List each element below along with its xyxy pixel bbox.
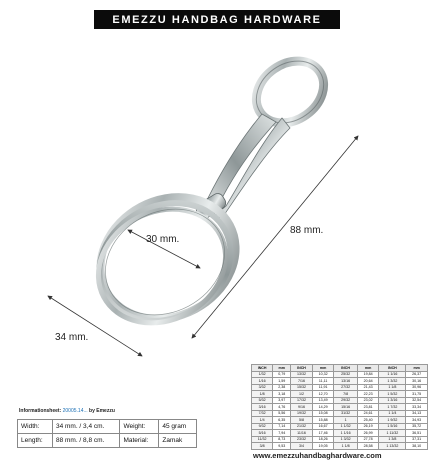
conversion-cell: 17/32: [291, 397, 313, 404]
conversion-header-cell: INCH: [252, 365, 273, 372]
conversion-cell: 3,97: [273, 397, 291, 404]
spec-value: 34 mm. / 3,4 cm.: [52, 420, 120, 434]
conversion-cell: 26,37: [406, 371, 428, 378]
conversion-cell: 1/8: [252, 391, 273, 398]
infosheet-code[interactable]: 20005.14...: [62, 408, 88, 414]
conversion-cell: 15,08: [312, 410, 334, 417]
conversion-cell: 35,72: [406, 423, 428, 430]
conversion-cell: 1 3/32: [379, 378, 406, 385]
conversion-cell: 8,73: [273, 436, 291, 443]
conversion-cell: 1 1/16: [379, 371, 406, 378]
conversion-cell: 15/16: [334, 404, 357, 411]
ring-diameter-label: 30 mm.: [146, 234, 180, 245]
snap-hook-illustration: [0, 30, 433, 360]
conversion-cell: 16,67: [312, 423, 334, 430]
conversion-cell: 15,88: [312, 417, 334, 424]
conversion-cell: 1 1/32: [334, 423, 357, 430]
conversion-cell: 1 5/32: [379, 391, 406, 398]
conversion-cell: 19/32: [291, 410, 313, 417]
conversion-cell: 37,31: [406, 436, 428, 443]
conversion-cell: 34,13: [406, 410, 428, 417]
conversion-cell: 9,53: [273, 443, 291, 450]
conversion-header-cell: INCH: [291, 365, 313, 372]
conversion-cell: 12,70: [312, 391, 334, 398]
conversion-cell: 1 3/16: [379, 397, 406, 404]
spec-label: Length:: [18, 434, 53, 448]
conversion-cell: 23,81: [357, 404, 379, 411]
conversion-cell: 34,93: [406, 417, 428, 424]
conversion-cell: 23/32: [291, 436, 313, 443]
conversion-cell: 7/8: [334, 391, 357, 398]
conversion-cell: 30,16: [406, 378, 428, 385]
conversion-cell: 33,34: [406, 404, 428, 411]
conversion-cell: 1 1/4: [379, 410, 406, 417]
conversion-cell: 1/2: [291, 391, 313, 398]
conversion-cell: 13/32: [291, 371, 313, 378]
conversion-cell: 9/16: [291, 404, 313, 411]
conversion-cell: 1/16: [252, 378, 273, 385]
conversion-cell: 7,94: [273, 430, 291, 437]
conversion-cell: 2,38: [273, 384, 291, 391]
conversion-cell: 1 1/8: [334, 443, 357, 450]
conversion-cell: 1 7/32: [379, 404, 406, 411]
spec-value: 88 mm. / 8,8 cm.: [52, 434, 120, 448]
conversion-cell: 1,59: [273, 378, 291, 385]
conversion-cell: 23,02: [357, 397, 379, 404]
infosheet-caption: [19, 408, 115, 414]
conversion-cell: 19,84: [357, 371, 379, 378]
conversion-cell: 25/32: [334, 371, 357, 378]
conversion-cell: 21,43: [357, 384, 379, 391]
conversion-header-cell: mm: [312, 365, 334, 372]
spec-label: Width:: [18, 420, 53, 434]
conversion-cell: 26,19: [357, 423, 379, 430]
conversion-cell: 25,40: [357, 417, 379, 424]
spec-label: Material:: [120, 434, 159, 448]
conversion-cell: 1 9/32: [379, 417, 406, 424]
conversion-cell: 7/16: [291, 378, 313, 385]
conversion-cell: 38,10: [406, 443, 428, 450]
conversion-cell: 0,79: [273, 371, 291, 378]
specs-table: [17, 419, 197, 448]
conversion-cell: 10,32: [312, 371, 334, 378]
conversion-cell: 20,64: [357, 378, 379, 385]
conversion-cell: 7/32: [252, 410, 273, 417]
conversion-cell: 4,76: [273, 404, 291, 411]
conversion-cell: 29/32: [334, 397, 357, 404]
conversion-cell: 17,46: [312, 430, 334, 437]
infosheet-prefix: Informationsheet:: [19, 408, 62, 414]
conversion-header-cell: mm: [406, 365, 428, 372]
conversion-cell: 11,11: [312, 378, 334, 385]
conversion-cell: 1 5/16: [379, 423, 406, 430]
conversion-cell: 1/32: [252, 371, 273, 378]
conversion-cell: 1 1/16: [334, 430, 357, 437]
conversion-cell: 5/16: [252, 430, 273, 437]
conversion-cell: 21/32: [291, 423, 313, 430]
specs-row: [18, 434, 197, 448]
conversion-cell: 36,51: [406, 430, 428, 437]
conversion-cell: 1 13/32: [379, 443, 406, 450]
conversion-cell: 1 3/32: [334, 436, 357, 443]
conversion-header-cell: INCH: [334, 365, 357, 372]
conversion-cell: 3/32: [252, 384, 273, 391]
conversion-cell: 1 3/8: [379, 436, 406, 443]
conversion-cell: 13/16: [334, 378, 357, 385]
conversion-cell: 19,05: [312, 443, 334, 450]
conversion-cell: 31,75: [406, 391, 428, 398]
conversion-cell: 14,29: [312, 404, 334, 411]
specs-row: [18, 420, 197, 434]
conversion-cell: 27,78: [357, 436, 379, 443]
conversion-header-cell: mm: [357, 365, 379, 372]
conversion-cell: 28,58: [357, 443, 379, 450]
width-dimension-line: [48, 296, 142, 356]
conversion-cell: 3/16: [252, 404, 273, 411]
conversion-cell: 5/32: [252, 397, 273, 404]
conversion-header-cell: mm: [273, 365, 291, 372]
conversion-cell: 5/8: [291, 417, 313, 424]
conversion-cell: 32,54: [406, 397, 428, 404]
infosheet-suffix: by Emezzu: [89, 408, 115, 414]
conversion-cell: 27/32: [334, 384, 357, 391]
width-label: 34 mm.: [55, 332, 89, 343]
inch-mm-conversion-table: [251, 364, 428, 450]
conversion-cell: 6,35: [273, 417, 291, 424]
conversion-cell: 11,91: [312, 384, 334, 391]
conversion-cell: 1 1/8: [379, 384, 406, 391]
conversion-cell: 5,56: [273, 410, 291, 417]
conversion-row: [252, 443, 428, 450]
conversion-cell: 11/32: [252, 436, 273, 443]
conversion-cell: 13,49: [312, 397, 334, 404]
conversion-cell: 15/32: [291, 384, 313, 391]
conversion-cell: 1 11/32: [379, 430, 406, 437]
conversion-cell: 1/4: [252, 417, 273, 424]
height-label: 88 mm.: [290, 225, 324, 236]
header-title: EMEZZU HANDBAG HARDWARE: [112, 13, 322, 26]
conversion-header-cell: INCH: [379, 365, 406, 372]
conversion-cell: 3/8: [252, 443, 273, 450]
conversion-cell: 31/32: [334, 410, 357, 417]
conversion-cell: 7,14: [273, 423, 291, 430]
conversion-cell: 3,18: [273, 391, 291, 398]
website-url[interactable]: www.emezzuhandbaghardware.com: [253, 451, 382, 460]
conversion-cell: 18,26: [312, 436, 334, 443]
conversion-cell: 30,96: [406, 384, 428, 391]
conversion-cell: 26,99: [357, 430, 379, 437]
conversion-cell: 9/32: [252, 423, 273, 430]
brand-header: [94, 10, 340, 29]
conversion-cell: 3/4: [291, 443, 313, 450]
conversion-cell: 22,23: [357, 391, 379, 398]
conversion-cell: 11/16: [291, 430, 313, 437]
spec-value: Zamak: [159, 434, 197, 448]
spec-value: 45 gram: [159, 420, 197, 434]
spec-label: Weight:: [120, 420, 159, 434]
conversion-cell: 24,61: [357, 410, 379, 417]
conversion-cell: 1: [334, 417, 357, 424]
height-dimension-line: [192, 136, 358, 338]
